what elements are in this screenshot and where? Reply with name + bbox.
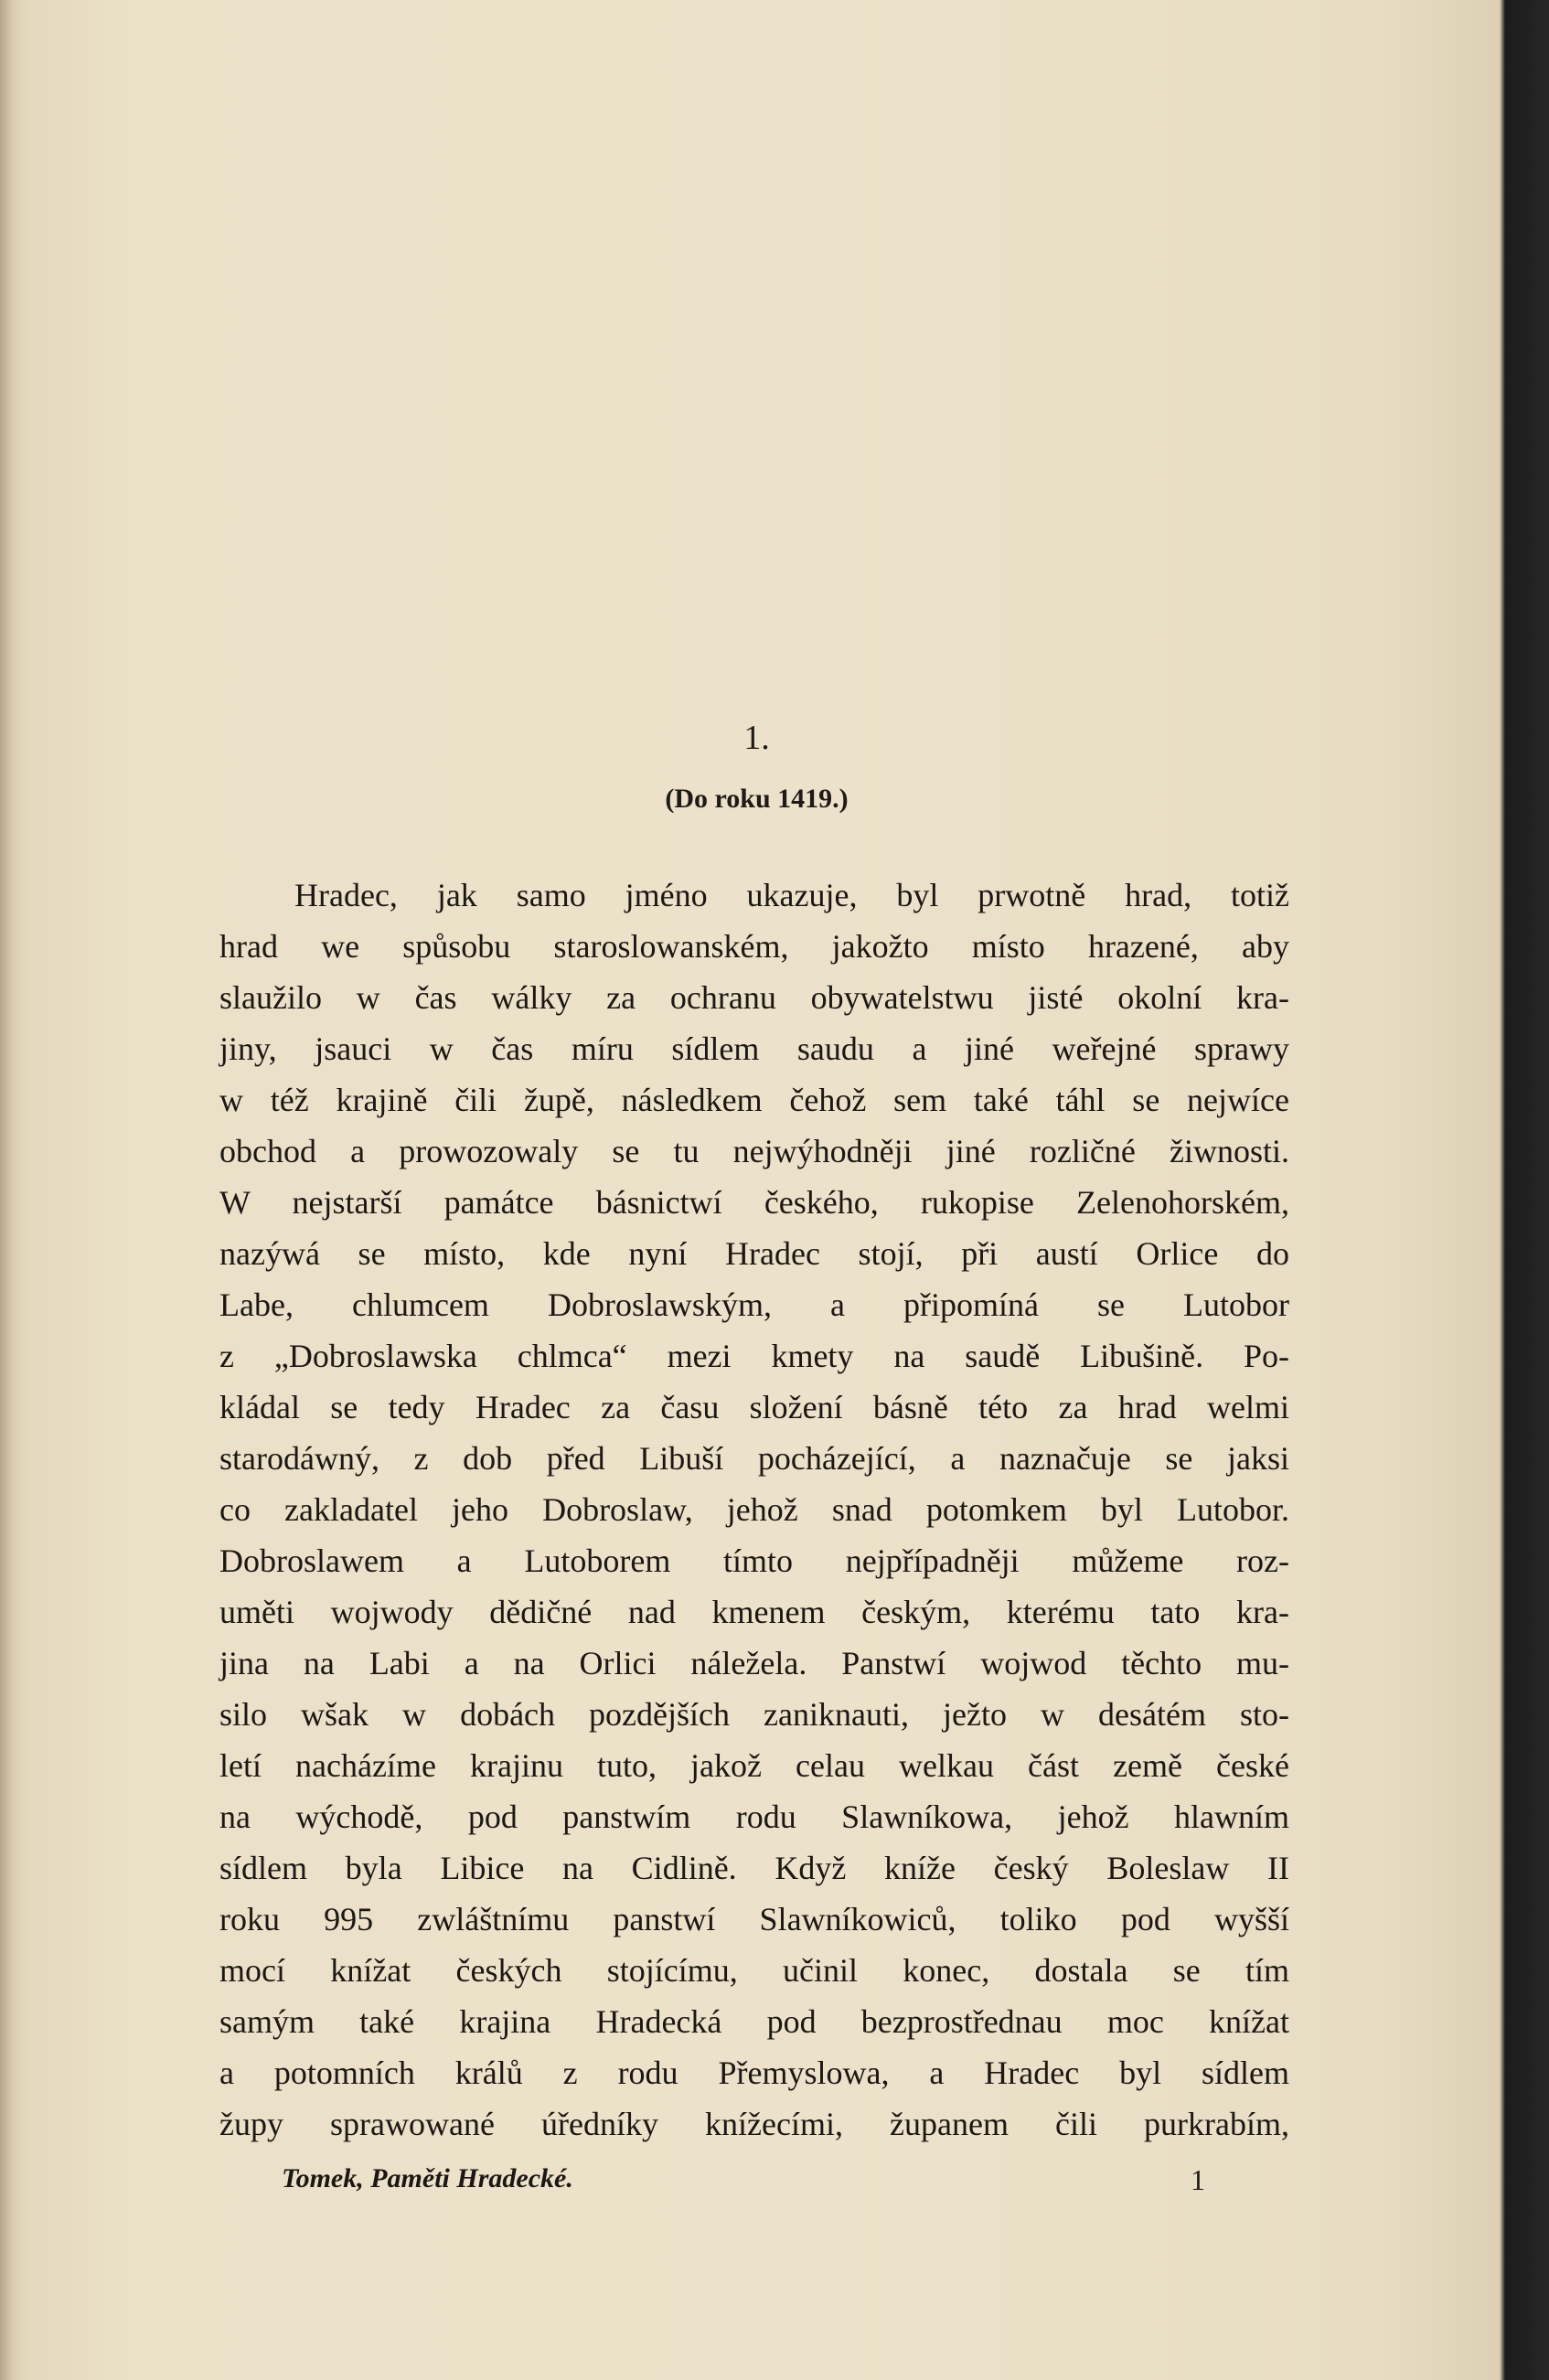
text-line: hrad we spůsobu staroslowanském, jakožto místo hrazené, aby xyxy=(219,928,1289,965)
text-line: letí nacházíme krajinu tuto, jakož celau welkau část země české xyxy=(219,1747,1289,1784)
signature-mark: 1 xyxy=(1191,2163,1205,2196)
page-footer xyxy=(282,2163,1205,2204)
body-paragraph xyxy=(219,870,1289,2150)
text-line: sídlem byla Libice na Cidlině. Když kníže český Boleslaw II xyxy=(219,1850,1289,1886)
text-line: Labe, chlumcem Dobroslawským, a připomíná se Lutobor xyxy=(219,1286,1289,1323)
text-line: z „Dobroslawska chlmca“ mezi kmety na saudě Libušině. Po- xyxy=(219,1338,1289,1374)
text-line: mocí knížat českých stojícímu, učinil konec, dostala se tím xyxy=(219,1952,1289,1989)
page-binding-edge xyxy=(0,0,13,2380)
text-line: Hradec, jak samo jméno ukazuje, byl prwotně hrad, totiž xyxy=(294,877,1289,913)
text-line: župy sprawowané úředníky knížecími, županem čili purkrabím, xyxy=(219,2106,1289,2142)
chapter-number: 1. xyxy=(743,719,770,757)
text-line: starodáwný, z dob před Libuší pocházející, a naznačuje se jaksi xyxy=(219,1440,1289,1477)
text-line: jiny, jsauci w čas míru sídlem saudu a jiné weřejné sprawy xyxy=(219,1030,1289,1067)
text-line: samým také krajina Hradecká pod bezprostřednau moc knížat xyxy=(219,2003,1289,2040)
text-line: W nejstarší památce básnictwí českého, rukopise Zelenohorském, xyxy=(219,1184,1289,1221)
text-line: a potomních králů z rodu Přemyslowa, a Hradec byl sídlem xyxy=(219,2054,1289,2091)
text-line: nazýwá se místo, kde nyní Hradec stojí, při austí Orlice do xyxy=(219,1235,1289,1272)
text-line: roku 995 zwláštnímu panstwí Slawníkowiců, toliko pod wyšší xyxy=(219,1901,1289,1937)
text-line: obchod a prowozowaly se tu nejwýhodněji jiné rozličné žiwnosti. xyxy=(219,1133,1289,1169)
text-line: w též krajině čili župě, následkem čehož sem také táhl se nejwíce xyxy=(219,1082,1289,1118)
text-line: jina na Labi a na Orlici náležela. Panstwí wojwod těchto mu- xyxy=(219,1645,1289,1681)
chapter-subtitle: (Do roku 1419.) xyxy=(665,784,849,814)
text-line: Dobroslawem a Lutoborem tímto nejpřípadněji můžeme roz- xyxy=(219,1542,1289,1579)
text-line: silo wšak w dobách pozdějších zaniknauti, ježto w desátém sto- xyxy=(219,1696,1289,1733)
footer-book-title: Tomek, Paměti Hradecké. xyxy=(282,2163,573,2193)
text-line: kládal se tedy Hradec za času složení básně této za hrad welmi xyxy=(219,1389,1289,1425)
text-line: uměti wojwody dědičné nad kmenem českým, kterému tato kra- xyxy=(219,1594,1289,1630)
text-line: co zakladatel jeho Dobroslaw, jehož snad potomkem byl Lutobor. xyxy=(219,1491,1289,1528)
text-line: na wýchodě, pod panstwím rodu Slawníkowa, jehož hlawním xyxy=(219,1798,1289,1835)
text-line: slaužilo w čas wálky za ochranu obywatelstwu jisté okolní kra- xyxy=(219,979,1289,1016)
